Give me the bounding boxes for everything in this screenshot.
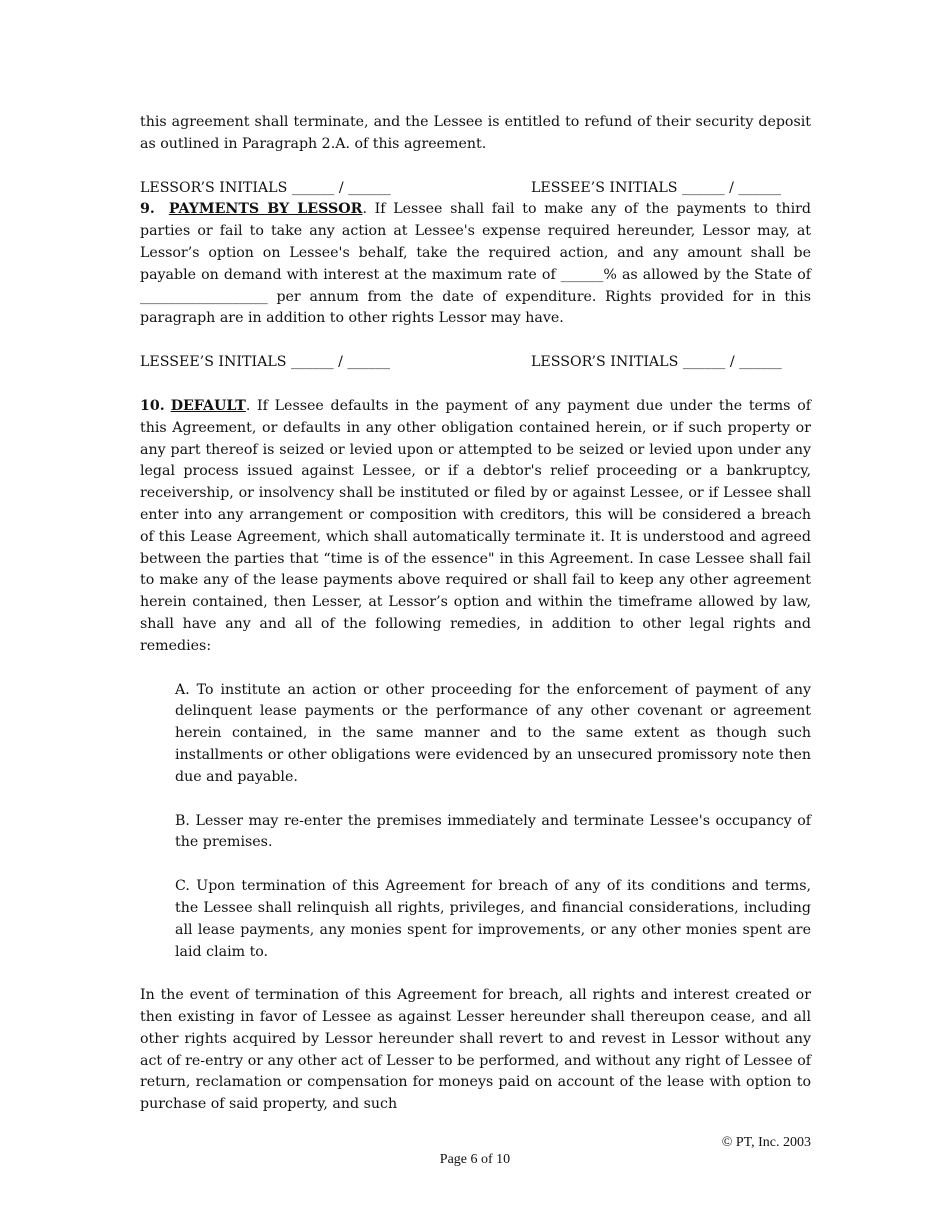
spacer [140, 156, 811, 178]
section-9-text: . If Lessee shall fail to make any of the payments to third parties or fail to take any action at Lessee's expense required hereunder, Lessor may, at Lessor’s option on Lessee's behalf, take the required action, and any amount shall be payable on demand with interest at the maximum rate of ______% as allowed by the State of __________________ per annum from the date of expenditure. Rights provided for in this paragraph are in addition to other rights Lessor may have. [140, 201, 811, 327]
lessee-initials-field[interactable]: LESSEE’S INITIALS ______ / ______ [531, 179, 781, 196]
section-10-text: . If Lessee defaults in the payment of any payment due under the terms of this Agreement, or defaults in any other obligation contained herein, or if such property or any part thereof is seized or levied upon or attempted to be seized or levied upon under any legal process issued against Lessee, or if a debtor's relief proceeding or a bankruptcy, receivership, or insolvency shall be instituted or filed by or against Lessee, or if Lessee shall enter into any arrangement or composition with creditors, this will be considered a breach of this Lease Agreement, which shall automatically terminate it. It is understood and agreed between the parties that “time is of the essence" in this Agreement. In case Lessee shall fail to make any of the lease payments above required or shall fail to keep any other agreement herein contained, then Lesser, at Lessor’s option and within the timeframe allowed by law, shall have any and all of the following remedies, in addition to other legal rights and remedies: [140, 397, 811, 654]
intro-paragraph: this agreement shall terminate, and the Lessee is entitled to refund of their security deposit as outlined in Paragraph 2.A. of this agreement. [140, 114, 811, 152]
remedy-a-paragraph: A. To institute an action or other proceeding for the enforcement of payment of any delinquent lease payments or the performance of any other covenant or agreement herein contained, in the same manner and to the same extent as though such installments or other obligations were evidenced by an unsecured promissory note then due and payable. [175, 681, 811, 785]
closing-paragraph: In the event of termination of this Agreement for breach, all rights and interest created or then existing in favor of Lessee as against Lesser hereunder shall thereupon cease, and all other rights acquired by Lessor hereunder shall revert to and revest in Lessor without any act of re-entry or any other act of Lesser to be performed, and without any right of Lessee of return, reclamation or compensation for moneys paid on account of the lease with option to purchase of said property, and such [140, 987, 811, 1113]
section-10-number: 10. [140, 397, 165, 414]
initials-row-lessee-lessor [140, 352, 811, 374]
initials-row-lessor-lessee [140, 178, 811, 200]
remedy-b-paragraph: B. Lesser may re-enter the premises immediately and terminate Lessee's occupancy of the premises. [175, 812, 811, 851]
lessor-initials-field[interactable]: LESSOR’S INITIALS ______ / ______ [531, 354, 782, 371]
document-body [140, 112, 811, 1116]
copyright-notice: © PT, Inc. 2003 [721, 1135, 811, 1150]
section-9-number: 9. [140, 201, 155, 218]
section-10-paragraph [140, 396, 811, 658]
spacer [140, 963, 811, 985]
spacer [140, 330, 811, 352]
section-10-heading: DEFAULT [170, 397, 246, 414]
section-9-paragraph [140, 199, 811, 330]
section-9-heading: PAYMENTS BY LESSOR [168, 201, 363, 218]
remedy-c-paragraph: C. Upon termination of this Agreement for breach of any of its conditions and terms, the Lessee shall relinquish all rights, privileges, and financial considerations, including all lease payments, any monies spent for improvements, or any other monies spent are laid claim to. [175, 878, 811, 960]
lessor-initials-field[interactable]: LESSOR’S INITIALS ______ / ______ [140, 179, 391, 196]
page-number: Page 6 of 10 [439, 1152, 511, 1167]
lessee-initials-field[interactable]: LESSEE’S INITIALS ______ / ______ [140, 354, 390, 371]
spacer [140, 374, 811, 396]
spacer [140, 854, 811, 876]
spacer [140, 658, 811, 680]
spacer [140, 789, 811, 811]
